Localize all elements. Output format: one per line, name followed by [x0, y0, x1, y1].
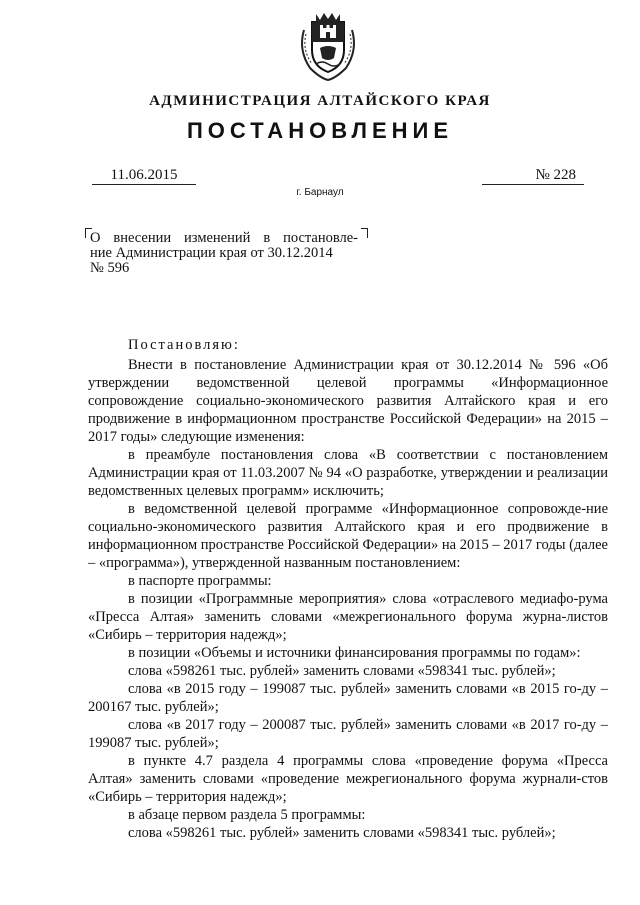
altai-krai-coat-of-arms-icon	[296, 10, 360, 82]
body-paragraph: слова «в 2015 году – 199087 тыс. рублей» заменить словами «в 2015 го-ду – 200167 тыс. рублей»;	[88, 681, 608, 715]
subject-line: О внесении изменений в постановле-	[90, 230, 358, 246]
subject-line: ние Администрации края от 30.12.2014	[90, 245, 333, 261]
body-paragraph: слова «598261 тыс. рублей» заменить словами «598341 тыс. рублей»;	[128, 825, 556, 841]
body-paragraph: слова «в 2017 году – 200087 тыс. рублей» заменить словами «в 2017 го-ду – 199087 тыс. рублей»;	[88, 717, 608, 751]
document-date: 11.06.2015	[92, 166, 196, 185]
document-number-value: № 228	[535, 167, 576, 183]
document-body	[88, 336, 608, 842]
body-paragraph: в абзаце первом раздела 5 программы:	[128, 807, 366, 823]
resolution-lead: Постановляю:	[128, 337, 240, 353]
document-type-title: ПОСТАНОВЛЕНИЕ	[186, 118, 454, 143]
body-paragraph: в пункте 4.7 раздела 4 программы слова «проведение форума «Пресса Алтая» заменить словами «проведение межрегионального форума журнали-стов «Сибирь – территория надежд»;	[88, 753, 608, 805]
organization-name: АДМИНИСТРАЦИЯ АЛТАЙСКОГО КРАЯ	[149, 93, 491, 109]
subject-line: № 596	[90, 260, 130, 276]
body-paragraph: в позиции «Программные мероприятия» слова «отраслевого медиафо-рума «Пресса Алтая» заменить словами «межрегионального форума журна-листов «Сибирь – территория надежд»;	[88, 591, 608, 643]
document-number	[482, 166, 584, 185]
subject-bracket-right	[361, 228, 368, 238]
body-paragraph: в преамбуле постановления слова «В соответствии с постановлением Администрации края от 11.03.2007 № 94 «О разработке, утверждении и реализации ведомственных целевых программ» исключить;	[88, 447, 608, 499]
body-paragraph: в ведомственной целевой программе «Информационное сопровожде-ние социально-экономического развития Алтайского края и его продвижение в информационном пространстве Российской Федерации» на 2015 – 2017 годы (далее – «программа»), утвержденной названным постановлением:	[88, 501, 608, 571]
body-paragraph: слова «598261 тыс. рублей» заменить словами «598341 тыс. рублей»;	[128, 663, 556, 679]
document-city: г. Барнаул	[296, 187, 344, 198]
body-paragraph: в позиции «Объемы и источники финансирования программы по годам»:	[128, 645, 581, 661]
body-paragraph: Внести в постановление Администрации края от 30.12.2014 № 596 «Об утверждении ведомственной целевой программы «Информационное сопровождение социально-экономического развития Алтайского края и его продвижение в информационном пространстве Российской Федерации» на 2015 – 2017 годы» следующие изменения:	[88, 357, 608, 445]
body-paragraph: в паспорте программы:	[128, 573, 272, 589]
document-subject	[90, 231, 358, 276]
